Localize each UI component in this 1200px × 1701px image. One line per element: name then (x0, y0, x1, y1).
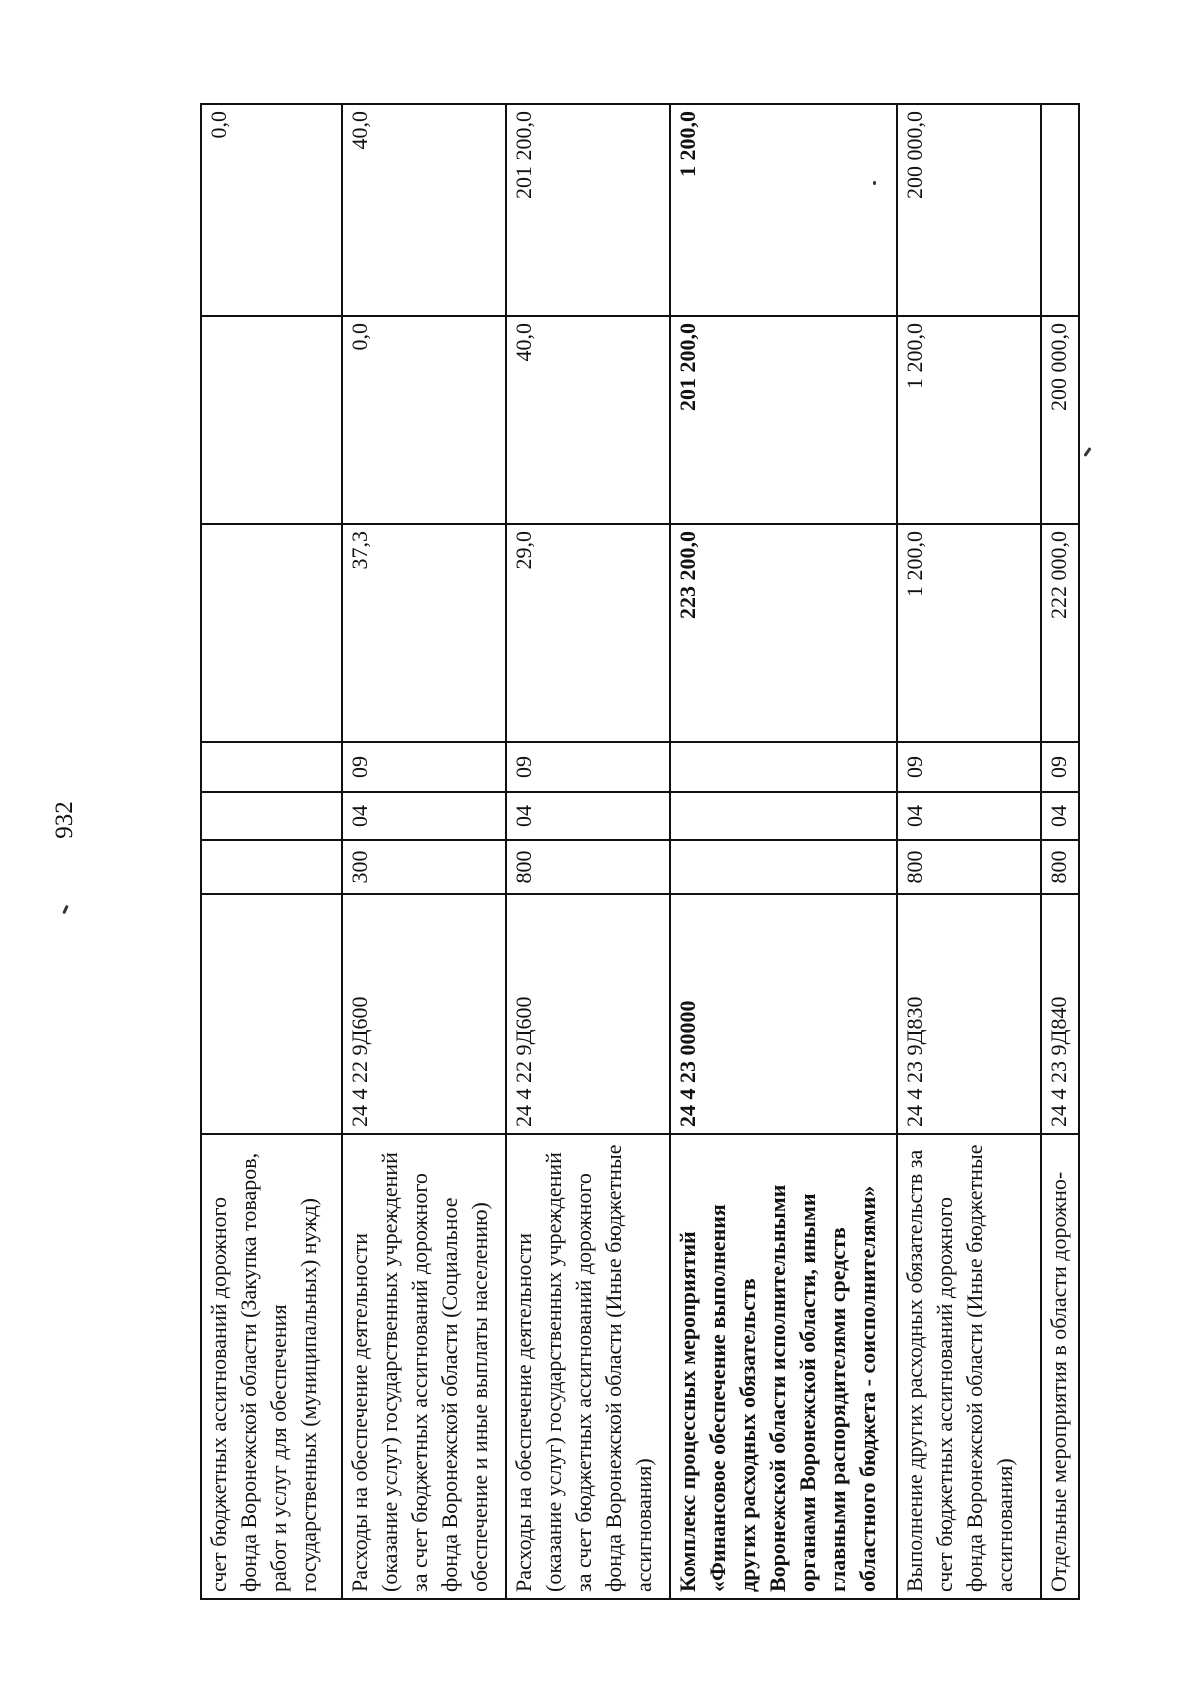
row-expense-type (670, 840, 897, 894)
row-section: 04 (342, 792, 506, 840)
row-subsection: 09 (1041, 742, 1079, 792)
row-sum-1: 1 200,0 (897, 524, 1041, 742)
row-sum-1: 37,3 (342, 524, 506, 742)
row-sum-2: 200 000,0 (1041, 316, 1079, 524)
row-section (201, 792, 342, 840)
row-sum-2: 0,0 (342, 316, 506, 524)
row-description: Расходы на обеспечение деятельности (оказание услуг) государственных учреждений за счет бюджетных ассигнований дорожного фонда Воронежской области (Иные бюджетные ассигнования) (506, 1134, 670, 1599)
page-number: 932 (51, 801, 78, 839)
row-sum-3: 200 000,0 (897, 104, 1041, 316)
table-row (1041, 104, 1079, 1599)
row-sum-1: 29,0 (506, 524, 670, 742)
row-description: Комплекс процессных мероприятий «Финансовое обеспечение выполнения других расходных обязательств Воронежской области исполнительными органами Воронежской области, иными главными распорядителями средств областного бюджета - соисполнителями» (670, 1134, 897, 1599)
row-section: 04 (1041, 792, 1079, 840)
row-expense-type: 300 (342, 840, 506, 894)
scan-speck (62, 905, 69, 914)
row-sum-3 (1041, 104, 1079, 316)
row-code: 24 4 22 9Д600 (506, 894, 670, 1134)
row-code: 24 4 22 9Д600 (342, 894, 506, 1134)
row-expense-type: 800 (506, 840, 670, 894)
row-expense-type: 800 (897, 840, 1041, 894)
row-description: Выполнение других расходных обязательств за счет бюджетных ассигнований дорожного фонда Воронежской области (Иные бюджетные ассигнования) (897, 1134, 1041, 1599)
row-sum-1: 223 200,0 (670, 524, 897, 742)
row-sum-2: 1 200,0 (897, 316, 1041, 524)
row-subsection: 09 (897, 742, 1041, 792)
row-code: 24 4 23 00000 (670, 894, 897, 1134)
row-sum-3: 201 200,0 (506, 104, 670, 316)
table-row (897, 104, 1041, 1599)
row-sum-3: 0,0 (201, 104, 342, 316)
table-row (506, 104, 670, 1599)
row-sum-1 (201, 524, 342, 742)
row-section (670, 792, 897, 840)
row-description: Расходы на обеспечение деятельности (оказание услуг) государственных учреждений за счет бюджетных ассигнований дорожного фонда Воронежской области (Социальное обеспечение и иные выплаты населению) (342, 1134, 506, 1599)
row-subsection: 09 (506, 742, 670, 792)
row-expense-type (201, 840, 342, 894)
row-expense-type: 800 (1041, 840, 1079, 894)
row-sum-3: 1 200,0 (670, 104, 897, 316)
row-subsection: 09 (342, 742, 506, 792)
row-description: счет бюджетных ассигнований дорожного фонда Воронежской области (Закупка товаров, работ и услуг для обеспечения государственных (муниципальных) нужд) (201, 1134, 342, 1599)
budget-table-rotated (200, 105, 1200, 1592)
row-code (201, 894, 342, 1134)
row-sum-2: 201 200,0 (670, 316, 897, 524)
row-section: 04 (506, 792, 670, 840)
row-sum-1: 222 000,0 (1041, 524, 1079, 742)
table-row (670, 104, 897, 1599)
table-row (342, 104, 506, 1599)
row-code: 24 4 23 9Д840 (1041, 894, 1079, 1134)
row-section: 04 (897, 792, 1041, 840)
table-row (201, 104, 342, 1599)
row-subsection (670, 742, 897, 792)
row-sum-3: 40,0 (342, 104, 506, 316)
row-sum-2 (201, 316, 342, 524)
row-subsection (201, 742, 342, 792)
row-code: 24 4 23 9Д830 (897, 894, 1041, 1134)
row-description: Отдельные мероприятия в области дорожно- (1041, 1134, 1079, 1599)
budget-table (200, 103, 1080, 1600)
row-sum-2: 40,0 (506, 316, 670, 524)
